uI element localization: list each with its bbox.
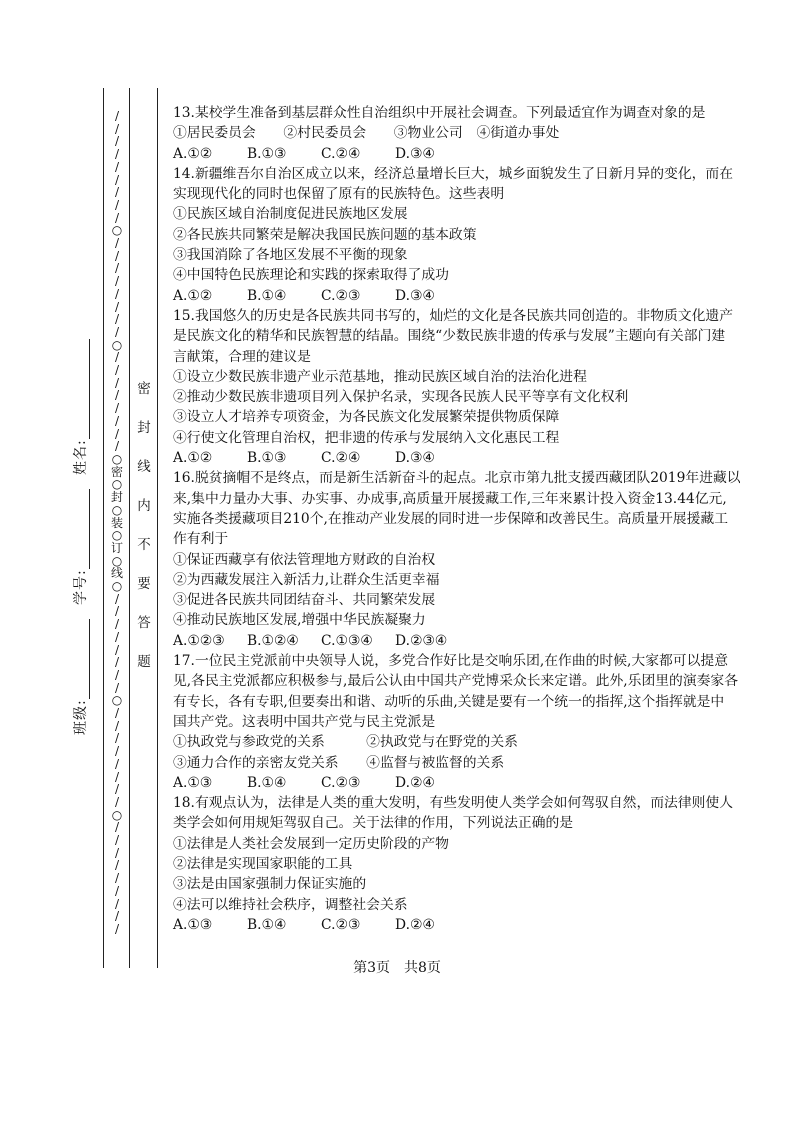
answer-choice[interactable]: B.①②④	[247, 632, 299, 649]
seal-char: /	[114, 731, 120, 746]
answer-choice[interactable]: D.③④	[395, 145, 435, 162]
seal-char: /	[114, 617, 120, 632]
answer-choice[interactable]: C.②④	[321, 450, 361, 467]
seal-char: /	[114, 629, 120, 644]
question-line: ③促进各民族共同团结奋斗、共同繁荣发展	[173, 592, 436, 609]
seal-char: /	[114, 350, 120, 365]
seal-char: /	[114, 845, 120, 860]
seal-char: 题	[137, 654, 151, 670]
seal-char: /	[114, 756, 120, 771]
seal-char: /	[114, 833, 120, 848]
seal-char: /	[114, 312, 120, 327]
question-line: 类学会如何用规矩驾驭自己。关于法律的作用，下列说法正确的是	[173, 815, 574, 832]
seal-char: /	[114, 401, 120, 416]
question-line: ②各民族共同繁荣是解决我国民族问题的基本政策	[173, 226, 477, 243]
seal-char: 答	[137, 615, 151, 631]
question-stem: 18.有观点认为，法律是人类的重大发明，有些发明使人类学会如何驾驭自然，而法律则使人	[173, 795, 734, 812]
seal-char: ○	[111, 579, 123, 594]
seal-char: 封	[137, 420, 151, 436]
seal-char: /	[114, 909, 120, 924]
seal-char: /	[114, 655, 120, 670]
outer-seal-column	[107, 110, 127, 936]
seal-char: /	[114, 871, 120, 886]
name-blank[interactable]	[75, 339, 90, 439]
seal-char: /	[114, 667, 120, 682]
question-block	[173, 164, 733, 306]
answer-choice[interactable]: D.③④	[395, 450, 435, 467]
seal-char: /	[114, 769, 120, 784]
seal-char: /	[114, 413, 120, 428]
student-id-field	[70, 489, 90, 605]
seal-char: /	[114, 896, 120, 911]
seal-char: /	[114, 286, 120, 301]
seal-char: /	[114, 363, 120, 378]
answer-choices	[173, 448, 733, 468]
seal-char: /	[114, 185, 120, 200]
seal-char: /	[114, 236, 120, 251]
seal-char: /	[114, 426, 120, 441]
answer-choice[interactable]: C.②③	[321, 774, 361, 791]
seal-char: /	[114, 134, 120, 149]
answer-choice[interactable]: D.②④	[395, 774, 435, 791]
class-label: 班级:	[73, 699, 89, 735]
student-id-blank[interactable]	[75, 489, 90, 569]
question-line: ④法可以维持社会秩序，调整社会关系	[173, 896, 408, 913]
class-blank[interactable]	[75, 619, 90, 699]
answer-choice[interactable]: C.②③	[321, 916, 361, 933]
class-field	[70, 619, 90, 735]
question-line: 实现现代化的同时也保留了原有的民族特色。这些表明	[173, 186, 505, 203]
seal-char: /	[114, 299, 120, 314]
seal-char: ○	[111, 807, 123, 822]
seal-char: /	[114, 109, 120, 123]
seal-char: /	[114, 706, 120, 721]
question-line: ①居民委员会 ②村民委员会 ③物业公司 ④街道办事处	[173, 125, 560, 142]
seal-char: /	[114, 439, 120, 454]
margin-line-left	[103, 88, 104, 968]
seal-char: /	[114, 591, 120, 606]
answer-choice[interactable]: C.②④	[321, 145, 361, 162]
answer-choice[interactable]: B.①③	[247, 450, 287, 467]
question-stem: 15.我国悠久的历史是各民族共同书写的，灿烂的文化是各民族共同创造的。非物质文化遗产	[173, 307, 734, 324]
seal-char: /	[114, 324, 120, 339]
seal-char: /	[114, 782, 120, 797]
seal-char: 装	[110, 515, 123, 530]
seal-char: /	[114, 680, 120, 695]
question-block	[173, 468, 741, 651]
question-line: 见,各民主党派都应积极参与,最后公认由中国共产党博采众长来定谱。此外,乐团里的演奏家各	[173, 673, 739, 690]
seal-char: /	[114, 274, 120, 289]
margin-line-middle	[129, 88, 130, 968]
answer-choices	[173, 144, 733, 164]
question-line: ③我国消除了各地区发展不平衡的现象	[173, 247, 408, 264]
seal-char: ○	[111, 528, 123, 543]
seal-char: ○	[111, 451, 123, 466]
answer-choice[interactable]: A.①②	[173, 450, 213, 467]
answer-choice[interactable]: C.①③④	[321, 632, 373, 649]
page-footer: 第3页 共8页	[353, 960, 441, 976]
question-line: ①民族区域自治制度促进民族地区发展	[173, 206, 408, 223]
question-stem: 16.脱贫摘帽不是终点，而是新生活新奋斗的起点。北京市第九批支援西藏团队2019年进藏以	[173, 470, 741, 487]
question-line: 言献策，合理的建议是	[173, 348, 311, 365]
seal-char: /	[114, 604, 120, 619]
name-label: 姓名:	[73, 439, 89, 475]
answer-choice[interactable]: B.①④	[247, 287, 287, 304]
answer-choices	[173, 286, 733, 306]
question-stem: 14.新疆维吾尔自治区成立以来，经济总量增长巨大，城乡面貌发生了日新月异的变化，而在	[173, 165, 734, 182]
seal-char: /	[114, 642, 120, 657]
seal-char: /	[114, 248, 120, 263]
question-line: ②推动少数民族非遗项目列入保护名录，实现各民族人民平等享有文化权利	[173, 389, 629, 406]
inner-seal-column	[134, 370, 154, 682]
seal-char: /	[114, 172, 120, 187]
answer-choice[interactable]: B.①④	[247, 774, 287, 791]
seal-char: 内	[137, 498, 151, 514]
question-block	[173, 793, 733, 935]
question-area	[173, 103, 741, 935]
seal-char: 要	[137, 576, 151, 592]
question-line: ②法律是实现国家职能的工具	[173, 855, 353, 872]
answer-choice[interactable]: D.②③④	[395, 632, 448, 649]
answer-choice[interactable]: D.②④	[395, 916, 435, 933]
question-block	[173, 306, 733, 468]
seal-char: ○	[111, 502, 123, 517]
question-line: 来,集中力量办大事、办实事、办成事,高质量开展援藏工作,三年来累计投入资金13.44亿元,	[173, 490, 727, 507]
seal-char: /	[114, 210, 120, 225]
seal-char: /	[114, 744, 120, 759]
question-line: ③法是由国家强制力保证实施的	[173, 876, 367, 893]
seal-char: /	[114, 858, 120, 873]
question-line: ③通力合作的亲密友党关系 ④监督与被监督的关系	[173, 754, 505, 771]
question-line: 是民族文化的精华和民族智慧的结晶。围绕“少数民族非遗的传承与发展”主题向有关部门建	[173, 328, 726, 345]
seal-char: /	[114, 159, 120, 174]
question-line: ③设立人才培养专项资金，为各民族文化发展繁荣提供物质保障	[173, 409, 560, 426]
seal-char: /	[114, 820, 120, 835]
question-block	[173, 103, 733, 164]
question-line: 作有利于	[173, 531, 229, 548]
seal-char: ○	[111, 337, 123, 352]
seal-char: /	[114, 922, 120, 936]
question-line: 有专长，各有专职,但要奏出和谐、动听的乐曲,关键是要有一个统一的指挥,这个指挥就是中	[173, 693, 725, 710]
question-line: ④推动民族地区发展,增强中华民族凝聚力	[173, 612, 426, 629]
question-line: ①法律是人类社会发展到一定历史阶段的产物	[173, 835, 449, 852]
seal-char: ○	[111, 553, 123, 568]
seal-char: /	[114, 375, 120, 390]
answer-choice[interactable]: D.③④	[395, 287, 435, 304]
seal-char: 订	[110, 540, 123, 555]
question-block	[173, 651, 739, 793]
answer-choice[interactable]: A.①②③	[173, 632, 225, 649]
answer-choice[interactable]: A.①②	[173, 287, 213, 304]
question-line: 实施各类援藏项目210个,在推动产业发展的同时进一步保障和改善民生。高质量开展援藏工	[173, 510, 728, 527]
seal-char: 线	[137, 459, 151, 475]
question-stem: 13.某校学生准备到基层群众性自治组织中开展社会调查。下列最适宜作为调查对象的是	[173, 105, 706, 121]
seal-char: /	[114, 121, 120, 136]
question-line: ①执政党与参政党的关系 ②执政党与在野党的关系	[173, 734, 518, 751]
seal-char: 封	[110, 490, 123, 505]
margin-line-right	[157, 88, 158, 968]
seal-char: ○	[111, 223, 123, 238]
question-line: ④中国特色民族理论和实践的探索取得了成功	[173, 267, 449, 284]
answer-choice[interactable]: A.①③	[173, 916, 213, 933]
student-id-label: 学号:	[73, 569, 89, 605]
question-line: ①设立少数民族非遗产业示范基地，推动民族区域自治的法治化进程	[173, 368, 587, 385]
seal-char: 不	[137, 537, 151, 553]
question-stem: 17.一位民主党派前中央领导人说，多党合作好比是交响乐团,在作曲的时候,大家都可以提意	[173, 653, 728, 670]
question-line: 国共产党。这表明中国共产党与民主党派是	[173, 713, 436, 730]
seal-char: 密	[137, 381, 151, 397]
question-line: ④行使文化管理自治权，把非遗的传承与发展纳入文化惠民工程	[173, 429, 560, 446]
seal-char: 线	[110, 566, 123, 581]
answer-choices	[173, 915, 733, 935]
seal-char: /	[114, 261, 120, 276]
seal-char: /	[114, 197, 120, 212]
seal-char: /	[114, 718, 120, 733]
answer-choice[interactable]: C.②③	[321, 287, 361, 304]
answer-choice[interactable]: A.①②	[173, 145, 213, 162]
question-line: ①保证西藏享有依法管理地方财政的自治权	[173, 551, 436, 568]
name-field	[70, 339, 90, 475]
seal-char: /	[114, 147, 120, 162]
seal-char: /	[114, 388, 120, 403]
seal-char: /	[114, 794, 120, 809]
answer-choice[interactable]: A.①③	[173, 774, 213, 791]
seal-char: ○	[111, 477, 123, 492]
answer-choice[interactable]: B.①④	[247, 916, 287, 933]
seal-char: ○	[111, 693, 123, 708]
question-line: ②为西藏发展注入新活力,让群众生活更幸福	[173, 571, 440, 588]
answer-choice[interactable]: B.①③	[247, 145, 287, 162]
answer-choices	[173, 631, 733, 651]
seal-char: 密	[110, 464, 123, 479]
answer-choices	[173, 773, 733, 793]
seal-char: /	[114, 883, 120, 898]
